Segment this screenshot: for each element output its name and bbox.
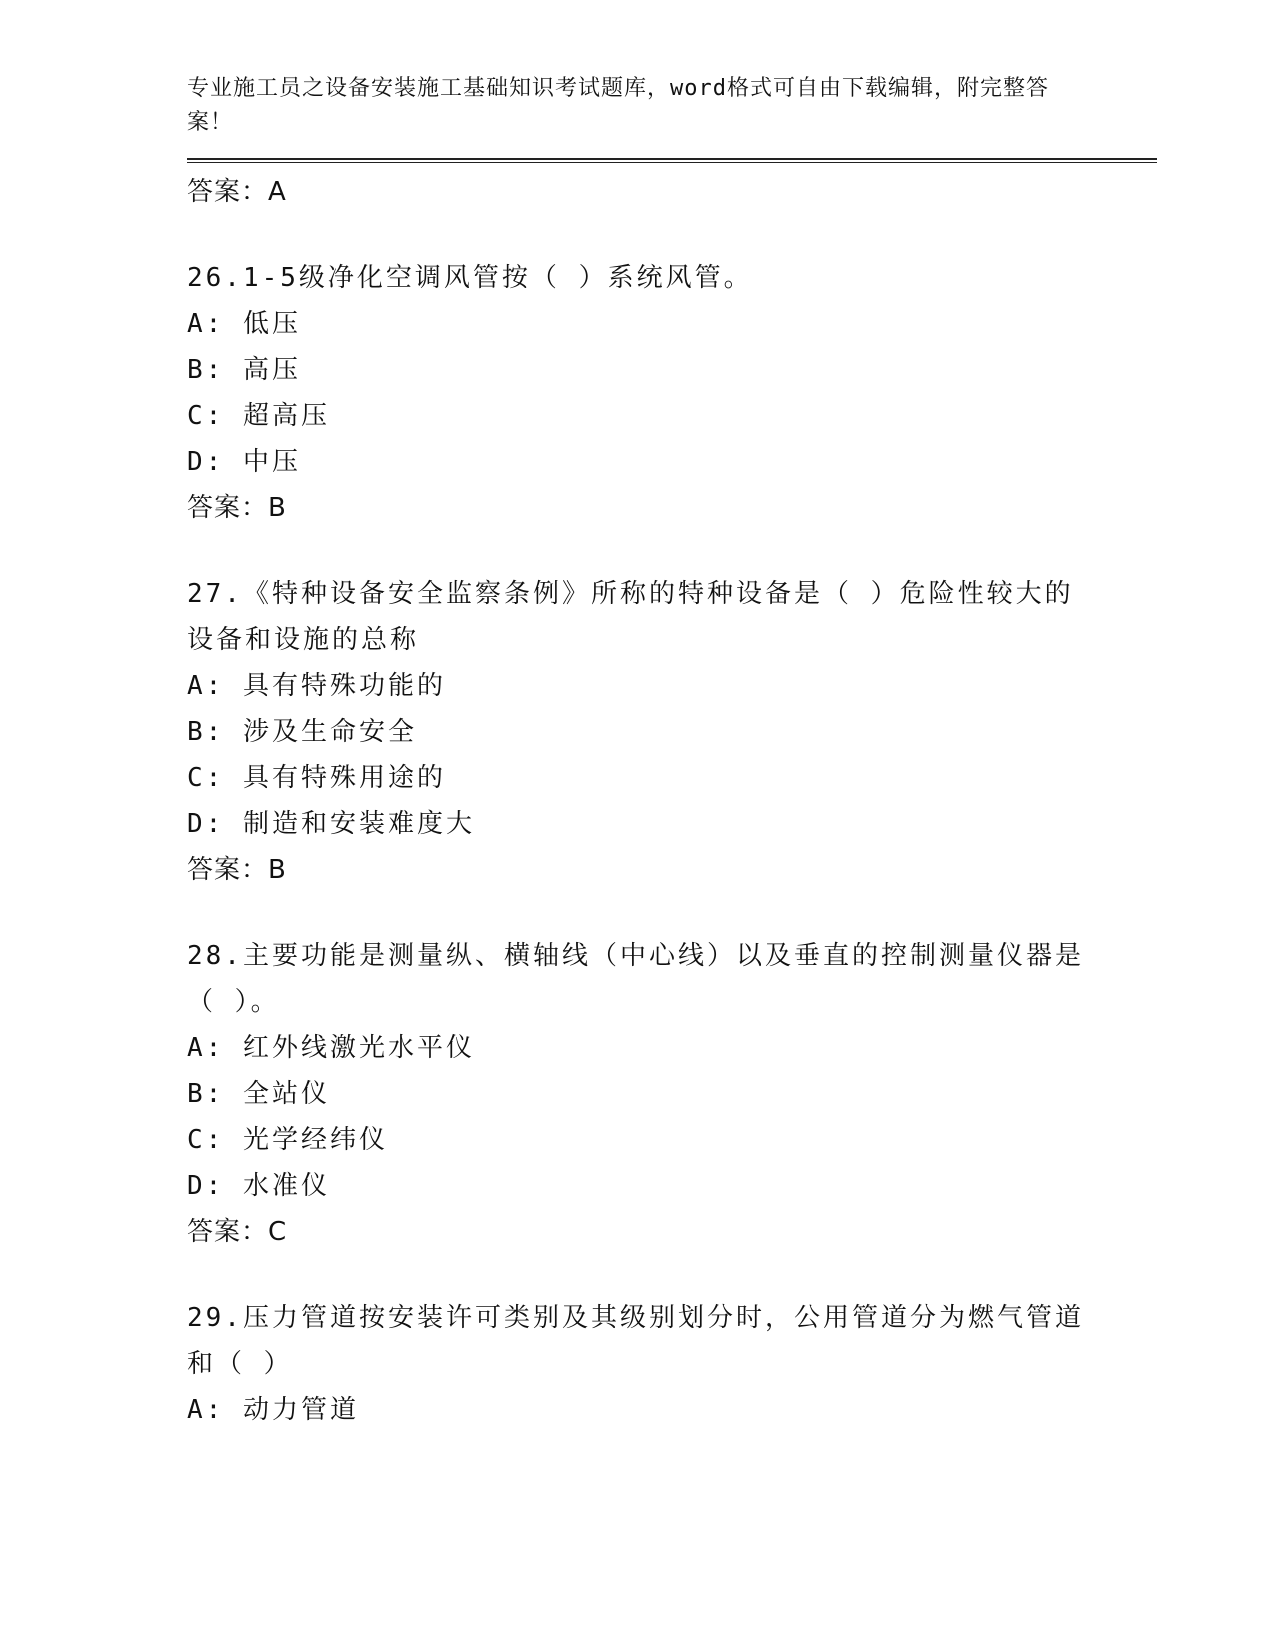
option-a: A: 动力管道 [187, 1395, 359, 1425]
answer-25: 答案：A [187, 177, 287, 207]
option-a: A: 低压 [187, 309, 301, 339]
question-stem: 29.压力管道按安装许可类别及其级别划分时，公用管道分为燃气管道和（ ） [187, 1303, 1084, 1379]
question-29 [187, 1295, 1157, 1433]
answer-26: 答案：B [187, 493, 287, 523]
question-stem: 28.主要功能是测量纵、横轴线（中心线）以及垂直的控制测量仪器是（ ）。 [187, 941, 1084, 1017]
question-26 [187, 255, 1157, 531]
option-a: A: 具有特殊功能的 [187, 671, 446, 701]
question-28 [187, 933, 1157, 1255]
option-b: B: 涉及生命安全 [187, 717, 417, 747]
document-page [187, 72, 1157, 1433]
question-27 [187, 571, 1157, 893]
option-d: D: 制造和安装难度大 [187, 809, 475, 839]
question-stem: 27.《特种设备安全监察条例》所称的特种设备是（ ）危险性较大的设备和设施的总称 [187, 579, 1074, 655]
option-b: B: 全站仪 [187, 1079, 330, 1109]
option-a: A: 红外线激光水平仪 [187, 1033, 475, 1063]
option-c: C: 具有特殊用途的 [187, 763, 446, 793]
option-c: C: 超高压 [187, 401, 330, 431]
answer-27: 答案：B [187, 855, 287, 885]
header-divider [187, 158, 1157, 163]
option-b: B: 高压 [187, 355, 301, 385]
question-stem: 26.1-5级净化空调风管按（ ）系统风管。 [187, 263, 753, 293]
document-header: 专业施工员之设备安装施工基础知识考试题库，word格式可自由下载编辑，附完整答案！ [187, 76, 1049, 135]
option-c: C: 光学经纬仪 [187, 1125, 388, 1155]
option-d: D: 水准仪 [187, 1171, 330, 1201]
answer-28: 答案：C [187, 1217, 288, 1247]
option-d: D: 中压 [187, 447, 301, 477]
